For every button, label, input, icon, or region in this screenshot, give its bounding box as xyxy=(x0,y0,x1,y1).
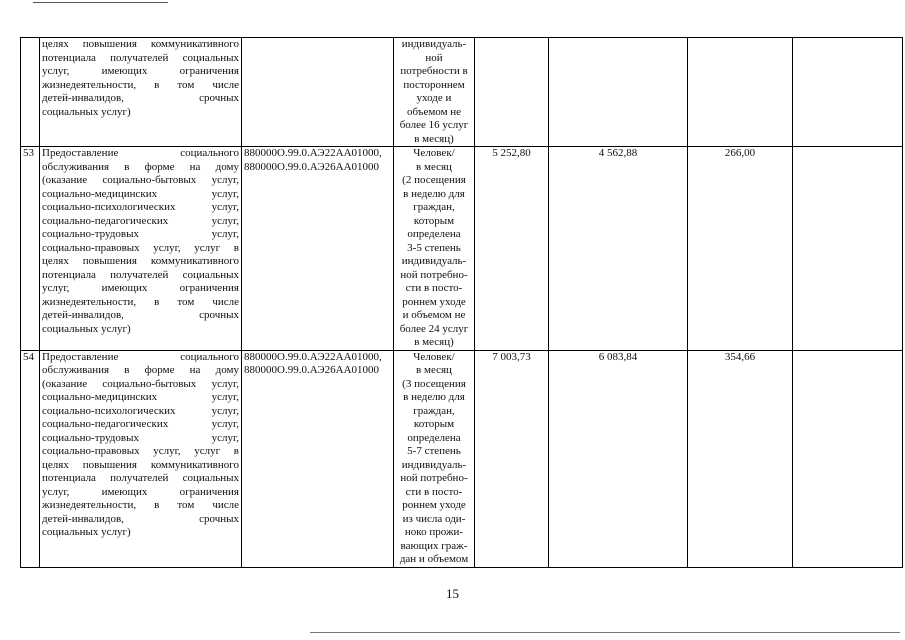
row-number-cell xyxy=(21,38,40,147)
unit-line: граждан, xyxy=(413,404,455,417)
unit-line: 3-5 степень xyxy=(407,241,461,254)
unit-line: в месяц xyxy=(416,364,452,376)
value-cell-4 xyxy=(793,350,903,567)
service-name-line: социально-психологических услуг, xyxy=(42,201,239,213)
unit-line: постороннем xyxy=(403,78,465,91)
unit-line: в месяц) xyxy=(414,336,454,348)
unit-line: (2 посещения xyxy=(402,174,466,186)
unit-line: ной потребно- xyxy=(400,268,468,281)
service-name-line: социально-правовых услуг, услуг в xyxy=(42,241,239,254)
unit-line: в месяц xyxy=(416,160,452,173)
service-name-line: жизнедеятельности, в том числе xyxy=(42,295,239,308)
service-name-line: потенциала получателей социальных xyxy=(42,472,239,484)
registry-code-line: 880000О.99.0.АЭ22АА01000, xyxy=(244,147,382,159)
value-cell-3: 266,00 xyxy=(688,147,793,351)
service-name-line: жизнедеятельности, в том числе xyxy=(42,499,239,511)
service-name-line: социально-медицинских услуг, xyxy=(42,187,239,200)
unit-cell xyxy=(394,38,475,147)
service-name-line: социально-трудовых услуг, xyxy=(42,228,239,240)
unit-line: и объемом не xyxy=(402,309,466,321)
unit-line: в неделю для xyxy=(403,187,465,200)
unit-line: которым xyxy=(413,418,455,430)
service-name-line: социально-трудовых услуг, xyxy=(42,431,239,444)
service-name-line: детей-инвалидов, срочных xyxy=(42,512,239,525)
service-name-line: (оказание социально-бытовых услуг, xyxy=(42,377,239,390)
service-name-line: обслуживания в форме на дому xyxy=(42,364,239,376)
service-name-line: детей-инвалидов, срочных xyxy=(42,309,239,321)
unit-line: (3 посещения xyxy=(402,377,466,390)
registry-code-cell xyxy=(242,350,394,567)
registry-code-line: 880000О.99.0.АЭ26АА01000 xyxy=(244,160,380,173)
unit-line: 5-7 степень xyxy=(407,445,461,457)
unit-line: индивидуаль- xyxy=(401,458,467,471)
unit-line: уходе и xyxy=(416,92,452,104)
page-number: 15 xyxy=(446,586,459,601)
unit-line: индивидуаль- xyxy=(401,38,467,50)
unit-line: ноко прожи- xyxy=(404,526,464,538)
registry-code-cell xyxy=(242,147,394,351)
unit-line: индивидуаль- xyxy=(401,255,467,267)
unit-cell xyxy=(394,350,475,567)
value-cell-2: 6 083,84 xyxy=(549,350,688,567)
unit-line: роннем уходе xyxy=(402,295,466,308)
unit-line: определена xyxy=(407,431,461,444)
service-name-line: целях повышения коммуникативного xyxy=(42,38,239,50)
unit-line: более 16 услуг xyxy=(399,119,469,131)
service-name-cell xyxy=(40,38,242,147)
row-number-cell: 53 xyxy=(21,147,40,351)
service-name-line: услуг, имеющих ограничения xyxy=(42,65,239,77)
unit-line: дан и объемом xyxy=(399,553,469,565)
unit-cell xyxy=(394,147,475,351)
service-name-line: социально-правовых услуг, услуг в xyxy=(42,445,239,457)
service-name-line: (оказание социально-бытовых услуг, xyxy=(42,174,239,186)
registry-code-line: 880000О.99.0.АЭ26АА01000 xyxy=(244,364,380,376)
service-name-line: социально-медицинских услуг, xyxy=(42,391,239,403)
unit-line: объемом не xyxy=(406,105,462,118)
value-cell-1: 5 252,80 xyxy=(475,147,549,351)
value-cell-1 xyxy=(475,38,549,147)
service-name-line: услуг, имеющих ограничения xyxy=(42,485,239,498)
unit-line: сти в посто- xyxy=(405,282,463,294)
scan-artifact-top xyxy=(33,2,168,3)
unit-line: ной xyxy=(425,51,443,64)
service-name-cell xyxy=(40,147,242,351)
unit-line: Человек/ xyxy=(413,350,455,363)
tariff-table xyxy=(20,37,903,568)
service-name-line: жизнедеятельности, в том числе xyxy=(42,78,239,91)
unit-line: сти в посто- xyxy=(405,485,463,498)
unit-line: потребности в xyxy=(400,65,468,77)
value-cell-4 xyxy=(793,38,903,147)
value-cell-3 xyxy=(688,38,793,147)
unit-line: граждан, xyxy=(413,201,455,213)
service-name-line: социальных услуг) xyxy=(42,526,131,538)
service-name-line: социальных услуг) xyxy=(42,322,131,335)
service-name-line: целях повышения коммуникативного xyxy=(42,255,239,267)
table-row xyxy=(21,350,903,567)
service-name-line: социально-педагогических услуг, xyxy=(42,214,239,227)
unit-line: вающих граж- xyxy=(400,539,468,552)
table-body xyxy=(21,38,903,568)
unit-line: более 24 услуг xyxy=(399,322,469,335)
unit-line: ной потребно- xyxy=(400,472,468,484)
service-name-line: детей-инвалидов, срочных xyxy=(42,92,239,104)
service-name-line: обслуживания в форме на дому xyxy=(42,160,239,173)
service-name-line: Предоставление социального xyxy=(42,350,239,363)
value-cell-1: 7 003,73 xyxy=(475,350,549,567)
service-name-line: услуг, имеющих ограничения xyxy=(42,282,239,294)
unit-line: которым xyxy=(413,214,455,227)
service-name-line: социально-психологических услуг, xyxy=(42,404,239,417)
unit-line: в месяц) xyxy=(414,132,454,145)
service-name-cell xyxy=(40,350,242,567)
service-name-line: потенциала получателей социальных xyxy=(42,51,239,64)
service-name-line: социально-педагогических услуг, xyxy=(42,418,239,430)
table-row xyxy=(21,38,903,147)
unit-line: роннем уходе xyxy=(402,499,466,511)
value-cell-4 xyxy=(793,147,903,351)
unit-line: определена xyxy=(407,228,461,240)
registry-code-line: 880000О.99.0.АЭ22АА01000, xyxy=(244,350,382,363)
row-number-cell: 54 xyxy=(21,350,40,567)
scan-artifact-bottom xyxy=(310,632,900,633)
table-row xyxy=(21,147,903,351)
unit-line: в неделю для xyxy=(403,391,465,403)
service-name-line: целях повышения коммуникативного xyxy=(42,458,239,471)
registry-code-cell xyxy=(242,38,394,147)
service-name-line: потенциала получателей социальных xyxy=(42,268,239,281)
value-cell-2: 4 562,88 xyxy=(549,147,688,351)
value-cell-2 xyxy=(549,38,688,147)
value-cell-3: 354,66 xyxy=(688,350,793,567)
service-name-line: Предоставление социального xyxy=(42,147,239,159)
service-name-line: социальных услуг) xyxy=(42,105,131,118)
unit-line: Человек/ xyxy=(413,147,455,159)
unit-line: из числа оди- xyxy=(402,512,466,525)
